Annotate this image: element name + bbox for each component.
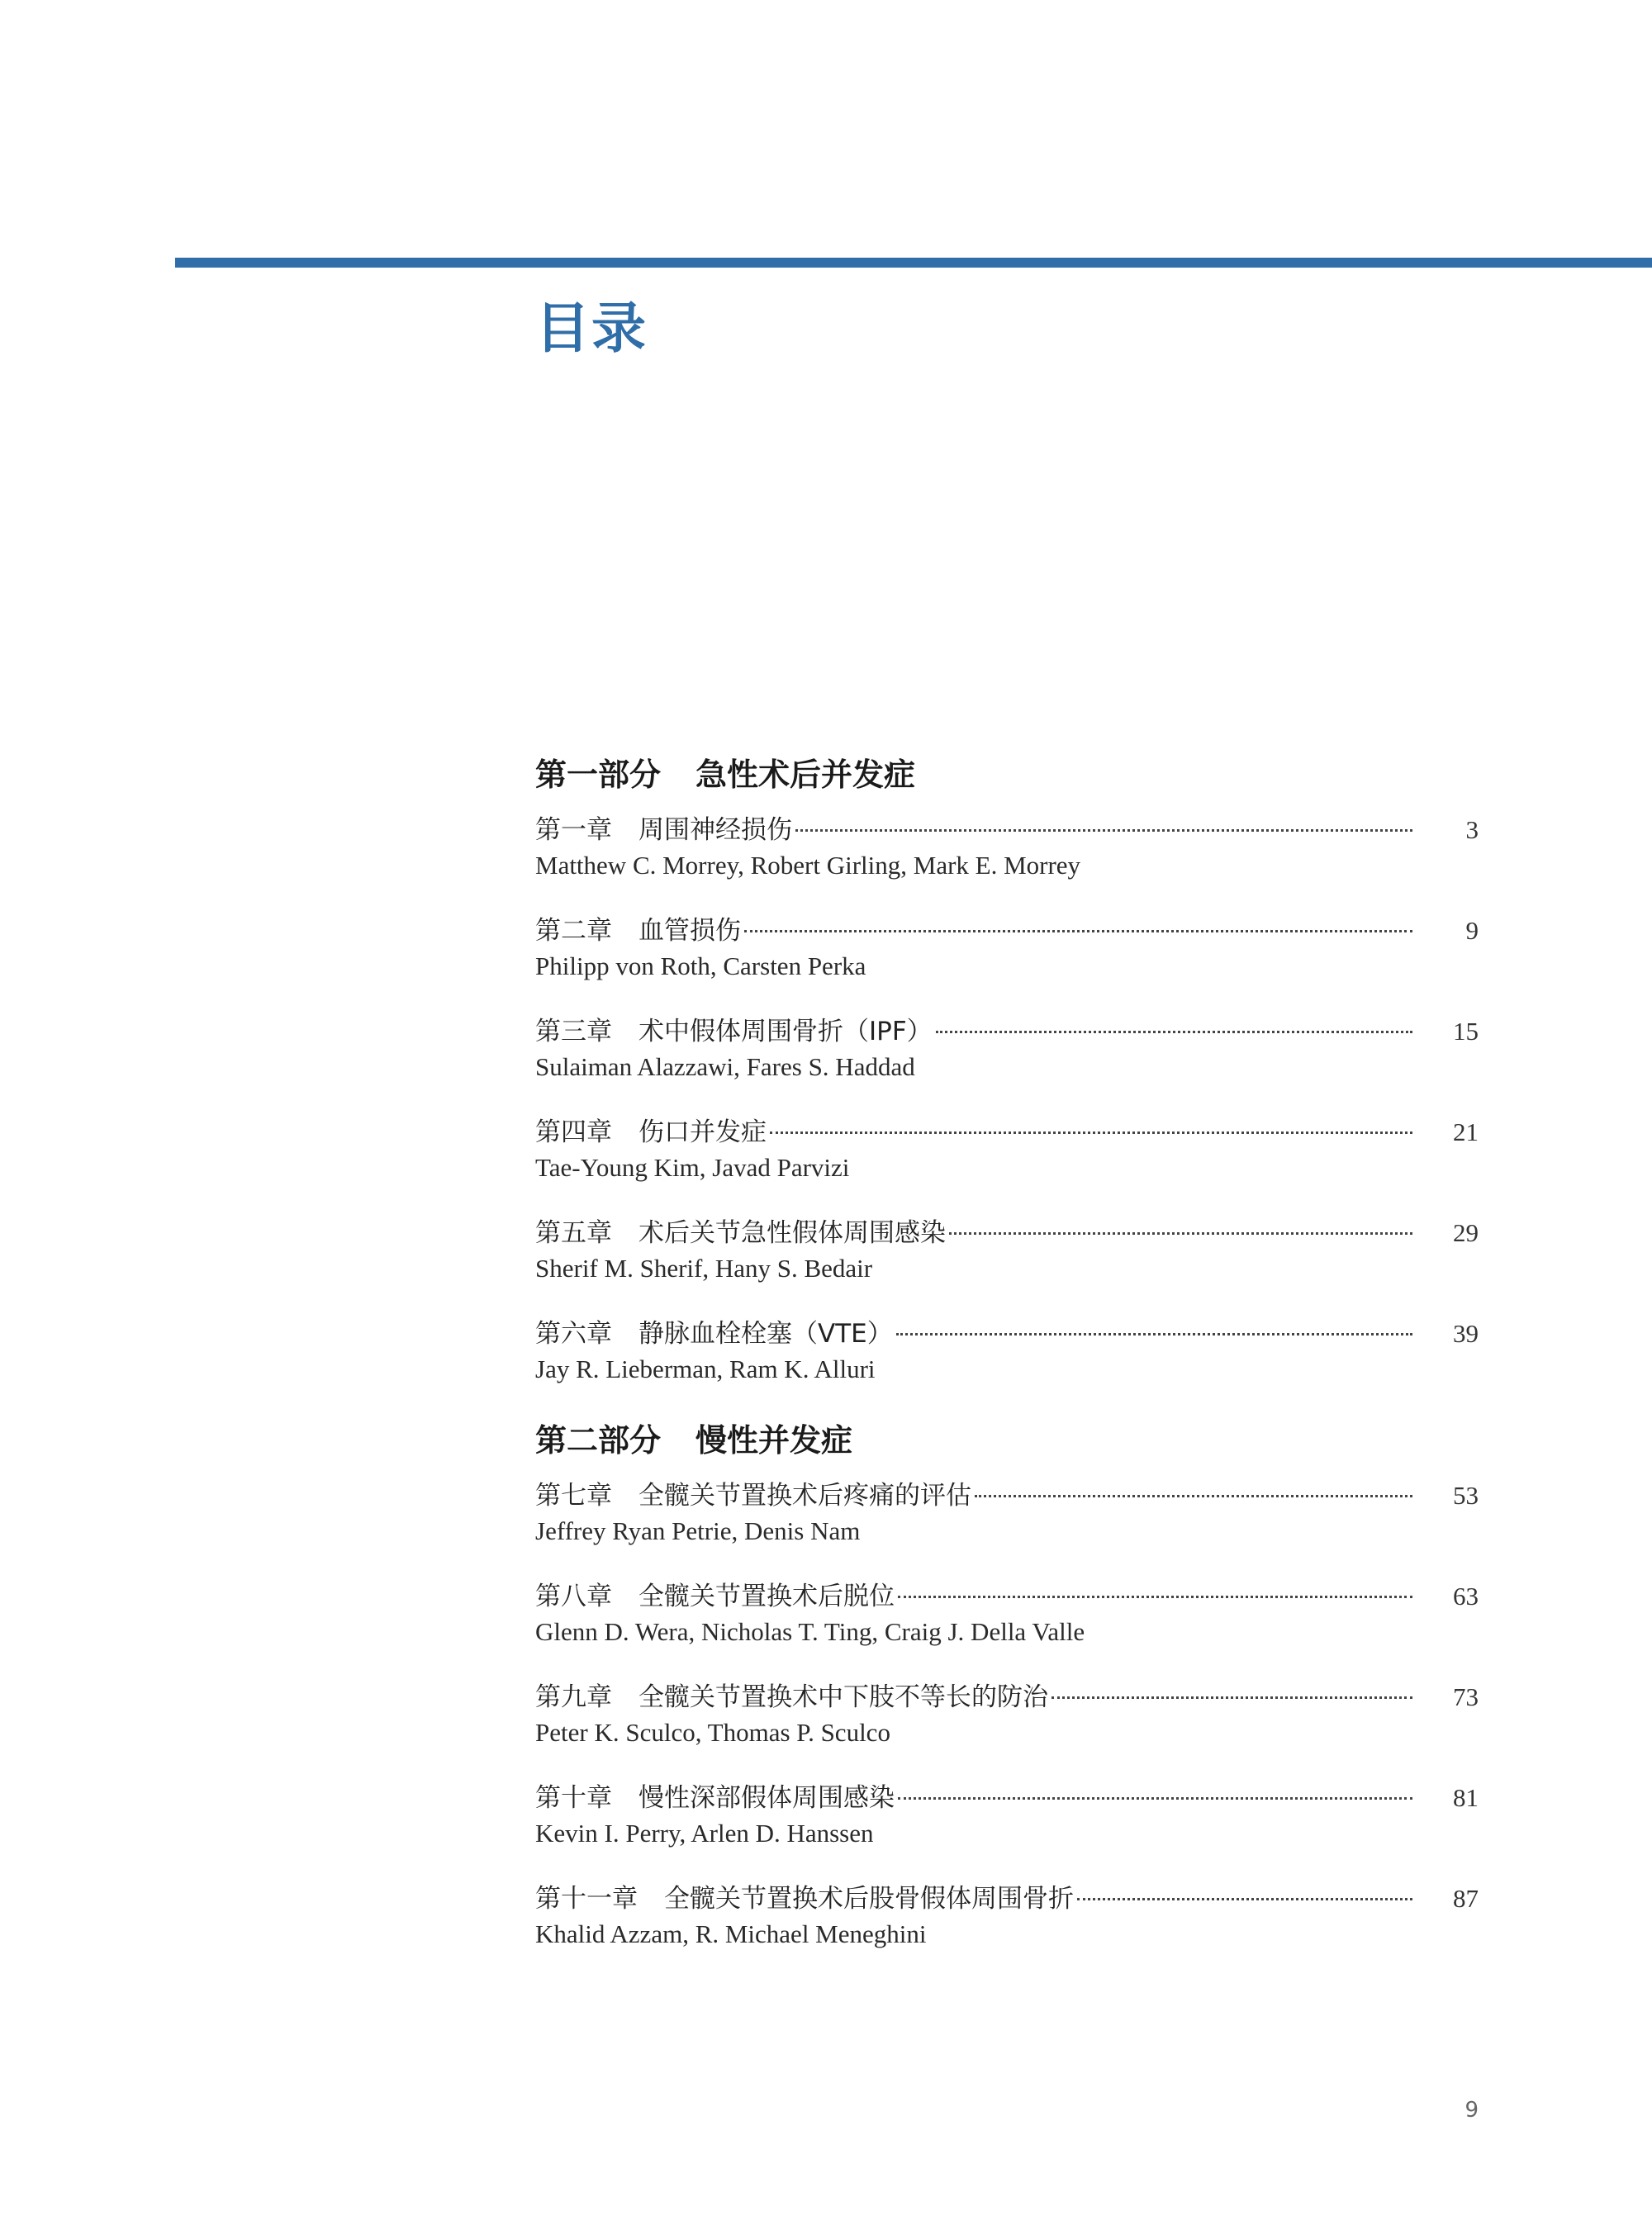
chapter-number: 第二章 — [535, 916, 612, 946]
chapter-number: 第八章 — [535, 1582, 612, 1611]
chapter-title: 术中假体周围骨折（IPF） — [638, 1017, 933, 1046]
chapter-heading — [535, 1113, 767, 1151]
chapter-title: 全髋关节置换术中下肢不等长的防治 — [638, 1682, 1048, 1712]
part-number: 第一部分 — [535, 757, 662, 793]
toc-entry[interactable] — [535, 1577, 1479, 1678]
part-2 — [535, 1421, 1479, 1981]
header-rule — [175, 258, 1652, 268]
dot-leader — [1077, 1898, 1412, 1900]
toc-entry[interactable] — [535, 1779, 1479, 1880]
chapter-title: 伤口并发症 — [638, 1117, 767, 1147]
chapter-number: 第十章 — [535, 1783, 612, 1813]
toc-entry[interactable] — [535, 1013, 1479, 1113]
chapter-heading — [535, 1880, 1074, 1918]
page-title: 目录 — [535, 297, 648, 360]
chapter-heading — [535, 1577, 895, 1615]
chapter-title: 周围神经损伤 — [638, 815, 792, 845]
dot-leader — [898, 1797, 1412, 1800]
page-number: 53 — [1453, 1481, 1479, 1510]
chapter-heading — [535, 1214, 946, 1252]
dot-leader — [744, 930, 1412, 932]
part-number: 第二部分 — [535, 1422, 662, 1459]
part-1 — [535, 755, 1479, 1416]
page-number: 73 — [1453, 1682, 1479, 1711]
dot-leader — [936, 1031, 1412, 1033]
chapter-title: 全髋关节置换术后疼痛的评估 — [638, 1481, 971, 1511]
dot-leader — [975, 1495, 1412, 1497]
dot-leader — [898, 1596, 1412, 1598]
chapter-authors: Sherif M. Sherif, Hany S. Bedair — [535, 1254, 873, 1283]
chapter-heading — [535, 1013, 933, 1051]
page-number: 9 — [1465, 916, 1479, 945]
chapter-number: 第四章 — [535, 1117, 612, 1147]
chapter-authors: Kevin I. Perry, Arlen D. Hanssen — [535, 1819, 874, 1848]
table-of-contents — [535, 755, 1479, 1981]
toc-entry[interactable] — [535, 811, 1479, 912]
toc-entry[interactable] — [535, 1678, 1479, 1779]
page-number: 63 — [1453, 1582, 1479, 1611]
chapter-heading — [535, 1678, 1048, 1716]
chapter-heading — [535, 1779, 895, 1817]
chapter-number: 第六章 — [535, 1319, 612, 1349]
chapter-heading — [535, 811, 792, 849]
chapter-authors: Sulaiman Alazzawi, Fares S. Haddad — [535, 1052, 915, 1081]
chapter-authors: Jeffrey Ryan Petrie, Denis Nam — [535, 1516, 861, 1545]
page-number: 15 — [1453, 1017, 1479, 1046]
toc-entry[interactable] — [535, 1113, 1479, 1214]
page-number: 39 — [1453, 1319, 1479, 1348]
dot-leader — [949, 1232, 1412, 1235]
page-number: 3 — [1465, 815, 1479, 844]
chapter-number: 第三章 — [535, 1017, 612, 1046]
chapter-number: 第一章 — [535, 815, 612, 845]
page-number: 21 — [1453, 1117, 1479, 1146]
toc-entry[interactable] — [535, 1214, 1479, 1315]
chapter-authors: Matthew C. Morrey, Robert Girling, Mark E. Morrey — [535, 851, 1081, 880]
chapter-title: 慢性深部假体周围感染 — [638, 1783, 895, 1813]
chapter-number: 第七章 — [535, 1481, 612, 1511]
chapter-number: 第十一章 — [535, 1884, 638, 1914]
chapter-title: 全髋关节置换术后股骨假体周围骨折 — [664, 1884, 1074, 1914]
chapter-heading — [535, 1477, 971, 1515]
dot-leader — [896, 1333, 1412, 1335]
chapter-number: 第九章 — [535, 1682, 612, 1712]
page-number: 29 — [1453, 1218, 1479, 1247]
toc-entry[interactable] — [535, 1315, 1479, 1416]
dot-leader — [795, 829, 1412, 832]
part-heading — [535, 755, 1479, 795]
toc-entry[interactable] — [535, 1880, 1479, 1981]
page-number: 81 — [1453, 1783, 1479, 1812]
chapter-authors: Philipp von Roth, Carsten Perka — [535, 951, 866, 980]
chapter-number: 第五章 — [535, 1218, 612, 1248]
dot-leader — [770, 1131, 1412, 1134]
chapter-heading — [535, 912, 741, 950]
part-title: 急性术后并发症 — [695, 757, 916, 793]
chapter-authors: Jay R. Lieberman, Ram K. Alluri — [535, 1354, 876, 1383]
part-heading — [535, 1421, 1479, 1460]
chapter-heading — [535, 1315, 893, 1353]
folio-page-number: 9 — [1464, 2098, 1479, 2123]
dot-leader — [1051, 1696, 1412, 1699]
toc-entry[interactable] — [535, 1477, 1479, 1577]
chapter-title: 术后关节急性假体周围感染 — [638, 1218, 946, 1248]
part-title: 慢性并发症 — [695, 1422, 853, 1459]
chapter-authors: Glenn D. Wera, Nicholas T. Ting, Craig J. Della Valle — [535, 1617, 1085, 1646]
page-number: 87 — [1453, 1884, 1479, 1913]
chapter-authors: Khalid Azzam, R. Michael Meneghini — [535, 1919, 927, 1948]
chapter-authors: Peter K. Sculco, Thomas P. Sculco — [535, 1718, 890, 1747]
toc-entry[interactable] — [535, 912, 1479, 1013]
chapter-title: 全髋关节置换术后脱位 — [638, 1582, 895, 1611]
chapter-authors: Tae-Young Kim, Javad Parvizi — [535, 1153, 850, 1182]
chapter-title: 静脉血栓栓塞（VTE） — [638, 1319, 893, 1349]
chapter-title: 血管损伤 — [638, 916, 741, 946]
